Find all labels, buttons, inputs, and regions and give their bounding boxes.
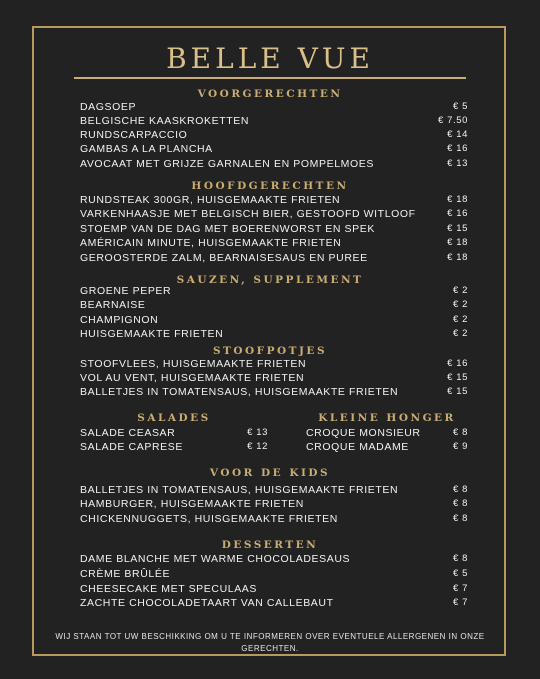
menu-item [80,513,468,527]
menu-item [80,553,468,567]
item-price: € 5 [452,101,468,112]
item-price: € 2 [452,285,468,296]
item-price: € 8 [452,498,468,509]
item-name: BALLETJES IN TOMATENSAUS, HUISGEMAAKTE FRIETEN [80,386,399,398]
menu-item [80,597,468,611]
item-price: € 8 [452,513,468,524]
item-price: € 8 [452,484,468,495]
menu-item [306,441,468,455]
item-price: € 7 [452,583,468,594]
item-price: € 15 [447,386,468,397]
item-price: € 18 [447,194,468,205]
section-heading-desserten: DESSERTEN [221,539,319,551]
item-price: € 2 [452,314,468,325]
restaurant-title: BELLE VUE [166,42,374,75]
item-name: CROQUE MADAME [306,441,409,453]
item-price: € 8 [452,427,468,438]
menu-item [80,568,468,582]
item-name: SALADE CEASAR [80,427,176,439]
item-price: € 13 [447,158,468,169]
section-heading-voorgerechten: VOORGERECHTEN [197,88,343,100]
item-name: BEARNAISE [80,299,146,311]
item-price: € 12 [247,441,268,452]
item-name: STOOFVLEES, HUISGEMAAKTE FRIETEN [80,358,307,370]
menu-item [80,386,468,400]
section-heading-sauzen: SAUZEN, SUPPLEMENT [176,274,364,286]
menu-item [80,314,468,328]
item-price: € 7.50 [437,115,468,126]
item-name: RUNDSTEAK 300GR, HUISGEMAAKTE FRIETEN [80,194,341,206]
menu-item [80,484,468,498]
item-name: HAMBURGER, HUISGEMAAKTE FRIETEN [80,498,304,510]
section-heading-stoofpotjes: STOOFPOTJES [212,345,328,357]
item-name: DAGSOEP [80,101,137,113]
menu-item [80,143,468,157]
item-name: CHICKENNUGGETS, HUISGEMAAKTE FRIETEN [80,513,338,525]
menu-item [80,252,468,266]
item-name: DAME BLANCHE MET WARME CHOCOLADESAUS [80,553,351,565]
menu-item [80,158,468,172]
section-heading-kids: VOOR DE KIDS [209,467,331,479]
menu-item [306,427,468,441]
item-name: CHAMPIGNON [80,314,159,326]
item-name: RUNDSCARPACCIO [80,129,188,141]
item-name: AVOCAAT MET GRIJZE GARNALEN EN POMPELMOES [80,158,374,170]
menu-item [80,223,468,237]
item-price: € 7 [452,597,468,608]
menu-item [80,101,468,115]
item-price: € 14 [447,129,468,140]
menu-item [80,285,468,299]
menu-item [80,372,468,386]
menu-item [80,129,468,143]
item-name: BELGISCHE KAASKROKETTEN [80,115,250,127]
menu-item [80,328,468,342]
item-name: GEROOSTERDE ZALM, BEARNAISESAUS EN PUREE [80,252,368,264]
item-name: AMÉRICAIN MINUTE, HUISGEMAAKTE FRIETEN [80,237,342,249]
allergen-notice: WIJ STAAN TOT UW BESCHIKKING OM U TE INFORMEREN OVER EVENTUELE ALLERGENEN IN ONZE GERECHTEN. [55,632,485,653]
item-price: € 16 [447,143,468,154]
item-price: € 2 [452,328,468,339]
item-name: BALLETJES IN TOMATENSAUS, HUISGEMAAKTE FRIETEN [80,484,399,496]
item-price: € 18 [447,252,468,263]
menu-item [80,115,468,129]
item-name: CHEESECAKE MET SPECULAAS [80,583,258,595]
menu-item [80,208,468,222]
item-price: € 2 [452,299,468,310]
item-price: € 16 [447,208,468,219]
item-price: € 8 [452,553,468,564]
item-price: € 15 [447,223,468,234]
section-heading-kleine-honger: KLEINE HONGER [318,412,456,424]
item-name: ZACHTE CHOCOLADETAART VAN CALLEBAUT [80,597,334,609]
item-name: VARKENHAASJE MET BELGISCH BIER, GESTOOFD WITLOOF [80,208,416,220]
item-price: € 13 [247,427,268,438]
menu-item [80,299,468,313]
section-heading-salades: SALADES [137,412,211,424]
item-price: € 9 [452,441,468,452]
item-name: STOEMP VAN DE DAG MET BOERENWORST EN SPEK [80,223,375,235]
menu-item [80,358,468,372]
menu-item [80,194,468,208]
menu-item [80,498,468,512]
item-name: SALADE CAPRESE [80,441,183,453]
item-name: CROQUE MONSIEUR [306,427,421,439]
item-name: VOL AU VENT, HUISGEMAAKTE FRIETEN [80,372,305,384]
item-name: HUISGEMAAKTE FRIETEN [80,328,224,340]
item-name: GAMBAS A LA PLANCHA [80,143,213,155]
title-divider [74,77,466,79]
item-price: € 18 [447,237,468,248]
menu-item [80,583,468,597]
item-name: GROENE PEPER [80,285,172,297]
menu-item [80,237,468,251]
item-price: € 15 [447,372,468,383]
item-price: € 16 [447,358,468,369]
section-heading-hoofdgerechten: HOOFDGERECHTEN [191,180,349,192]
menu-item [80,441,268,455]
menu-item [80,427,268,441]
item-name: CRÈME BRÛLÉE [80,568,171,580]
item-price: € 5 [452,568,468,579]
